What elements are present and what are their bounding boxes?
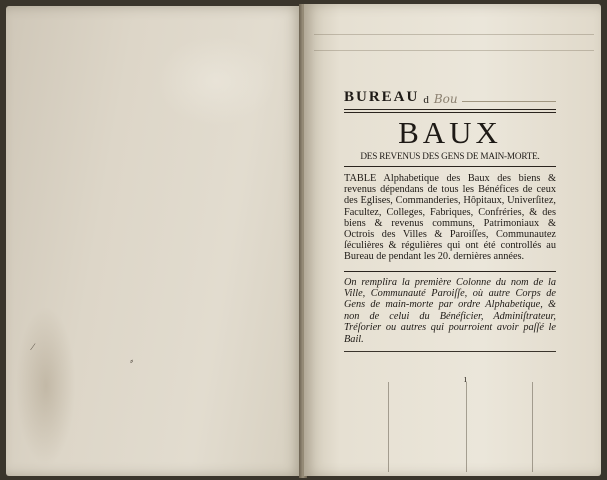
divider [344, 166, 556, 167]
paper-crease [314, 50, 594, 51]
fill-in-line [462, 101, 556, 102]
handwritten-entry: Bou [433, 92, 458, 106]
divider [344, 271, 556, 272]
page-subtitle: DES REVENUS DES GENS DE MAIN-MORTE. [360, 151, 540, 161]
column-line [466, 382, 467, 472]
instruction-paragraph: On remplira la première Colonne du nom de la Ville, Communauté Paroiſſe, où autre Corps de Gens de main-morte par ordre Alphabetique, & non de celui du Bénéficier, Adminiſtrateur, Tréſorier ou autres qui pourroient avoir paſſé le Bail. [344, 276, 556, 345]
ink-speck: ⸗ [130, 356, 134, 367]
bureau-connector: d [423, 94, 429, 106]
page-title: BAUX [398, 115, 502, 150]
left-page [6, 6, 302, 476]
paper-crease [314, 34, 594, 35]
ledger-columns [344, 374, 556, 472]
bureau-label: BUREAU [344, 89, 420, 105]
right-page [304, 4, 601, 476]
ink-speck: ∕ [32, 342, 34, 353]
column-line [532, 382, 533, 472]
table-paragraph: TABLE Alphabetique des Baux des biens & revenus dépendans de tous les Bénéfices de ceux des Eglises, Commanderies, Hôpitaux, Univerſitez, Facultez, Colleges, Fabriques, Confréries, & des biens & revenus communs, Patrimoniaux & Octrois des Villes & Paroiſſes, Communautez ſéculières & régulières qui ont été controllés au Bureau de pendant les 20. dernières années. [344, 173, 556, 263]
header-rule [344, 109, 556, 113]
paper-stain [156, 36, 276, 126]
bureau-header [344, 82, 556, 106]
paper-stain [16, 306, 76, 466]
ink-speck: ı [464, 374, 467, 385]
table-top-rule [344, 351, 556, 352]
column-line [388, 382, 389, 472]
form-content [344, 82, 556, 352]
